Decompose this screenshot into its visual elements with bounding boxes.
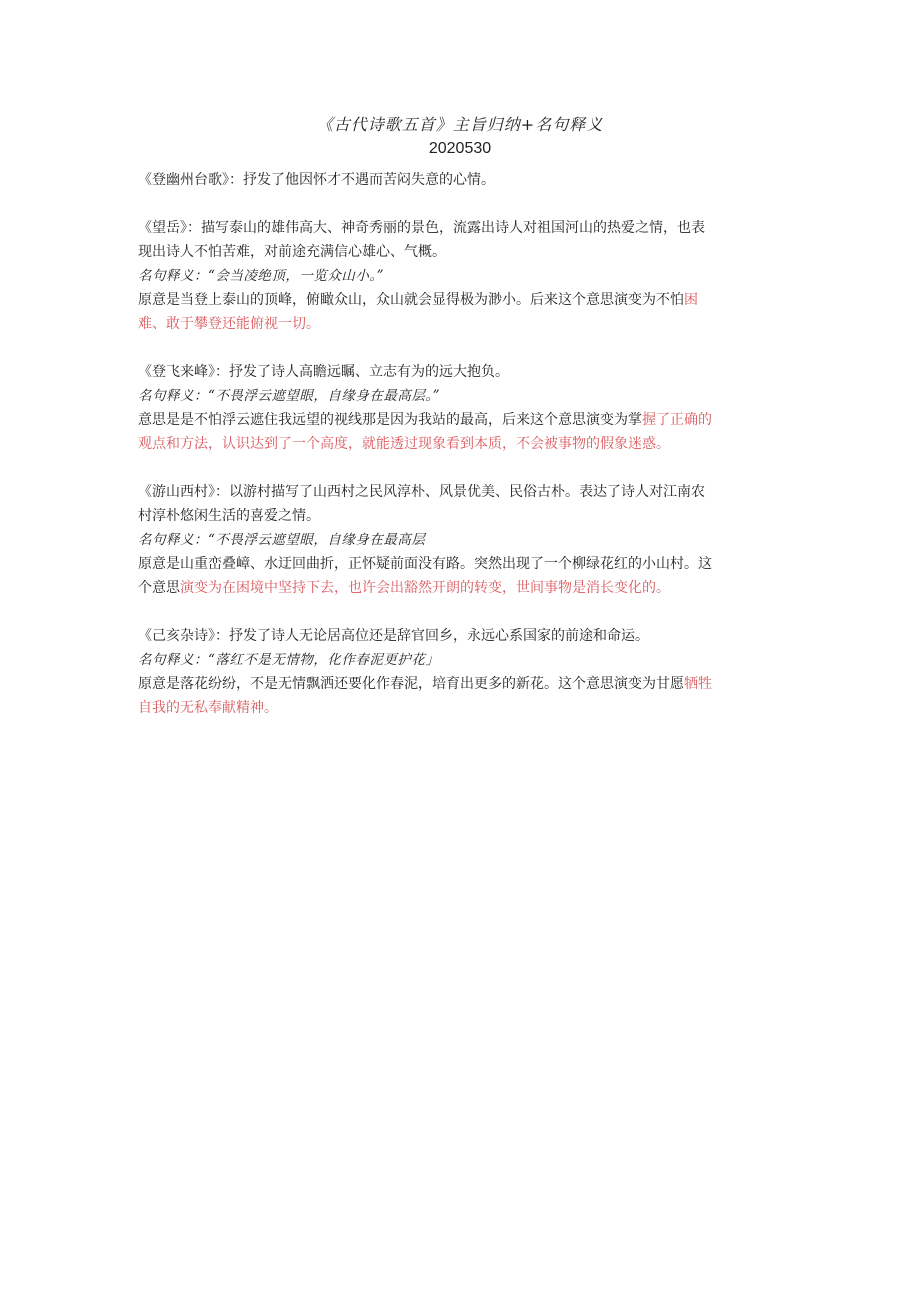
poem-5-explanation-line-1 [138, 672, 778, 696]
section-poem-4 [138, 480, 778, 600]
section-poem-1 [138, 168, 778, 192]
spacer [138, 192, 778, 216]
document-title: 《古代诗歌五首》主旨归纳+名句释义 [316, 115, 604, 134]
poem-4-summary-line-2: 村淳朴悠闲生活的喜爱之情。 [138, 508, 320, 524]
poem-2-explanation-line-2: 难、敢于攀登还能俯视一切。 [138, 316, 320, 332]
poem-4-explanation-text: 个意思 [138, 580, 180, 596]
spacer [138, 456, 778, 480]
poem-4-famous-line: 名句释义：“不畏浮云遮望眼，自缘身在最高层 [138, 532, 426, 548]
poem-5-highlight-text: 牺牲 [684, 676, 712, 692]
poem-5-explanation-text: 原意是落花纷纷，不是无情飘洒还要化作春泥，培育出更多的新花。这个意思演变为甘愿 [138, 676, 684, 692]
poem-1-summary: 《登幽州台歌》：抒发了他因怀才不遇而苦闷失意的心情。 [138, 172, 495, 188]
document-body [138, 168, 778, 720]
poem-2-summary-line-2: 现出诗人不怕苦难，对前途充满信心雄心、气概。 [138, 244, 446, 260]
spacer [138, 600, 778, 624]
poem-5-summary: 《己亥杂诗》：抒发了诗人无论居高位还是辞官回乡，永远心系国家的前途和命运。 [138, 628, 649, 644]
section-poem-2 [138, 216, 778, 336]
poem-2-highlight-text: 困 [684, 292, 698, 308]
section-poem-5 [138, 624, 778, 720]
poem-2-explanation-line-1 [138, 288, 778, 312]
poem-5-famous-line: 名句释义：“落红不是无情物，化作春泥更护花」 [138, 652, 440, 668]
poem-5-explanation-line-2: 自我的无私奉献精神。 [138, 700, 278, 716]
poem-2-summary-line-1: 《望岳》：描写泰山的雄伟高大、神奇秀丽的景色，流露出诗人对祖国河山的热爱之情，也表 [138, 220, 705, 236]
spacer [138, 336, 778, 360]
poem-3-explanation-line-2: 观点和方法，认识达到了一个高度，就能透过现象看到本质，不会被事物的假象迷惑。 [138, 436, 670, 452]
poem-2-famous-line: 名句释义：“会当凌绝顶，一览众山小。” [138, 268, 385, 284]
document-date: 2020530 [428, 140, 492, 157]
poem-3-summary: 《登飞来峰》：抒发了诗人高瞻远瞩、立志有为的远大抱负。 [138, 364, 509, 380]
poem-3-explanation-text: 意思是是不怕浮云遮住我远望的视线那是因为我站的最高，后来这个意思演变为掌 [138, 412, 642, 428]
poem-4-summary-line-1: 《游山西村》：以游村描写了山西村之民风淳朴、风景优美、民俗古朴。表达了诗人对江南农 [138, 484, 705, 500]
poem-3-famous-line: 名句释义：“不畏浮云遮望眼，自缘身在最高层。” [138, 388, 441, 404]
poem-2-explanation-text: 原意是当登上泰山的顶峰，俯瞰众山，众山就会显得极为渺小。后来这个意思演变为不怕 [138, 292, 684, 308]
section-poem-3 [138, 360, 778, 456]
poem-4-explanation-line-2 [138, 576, 778, 600]
poem-3-explanation-line-1 [138, 408, 778, 432]
poem-4-explanation-line-1: 原意是山重峦叠嶂、水迂回曲折，正怀疑前面没有路。突然出现了一个柳绿花红的小山村。这 [138, 556, 712, 572]
poem-4-highlight-text: 演变为在困境中坚持下去，也许会出豁然开朗的转变，世间事物是消长变化的。 [180, 580, 670, 596]
poem-3-highlight-text: 握了正确的 [642, 412, 712, 428]
